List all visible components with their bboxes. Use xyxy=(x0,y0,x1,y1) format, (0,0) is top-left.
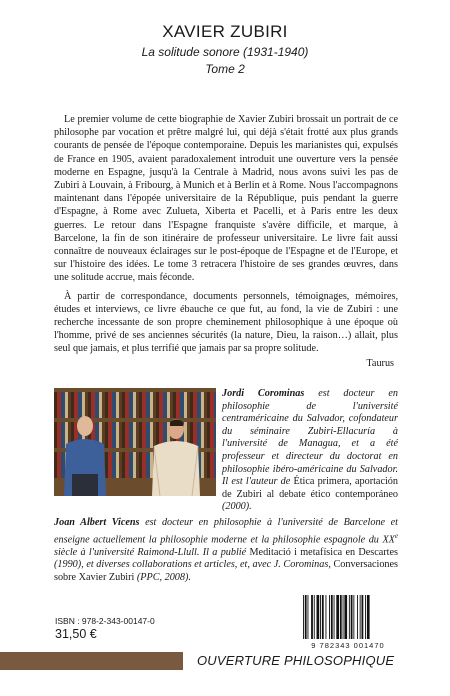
barcode-bar xyxy=(365,595,366,639)
barcode-bar xyxy=(344,595,347,639)
author-bio-corominas xyxy=(222,388,398,514)
volume-label: Tome 2 xyxy=(205,62,245,76)
barcode-bar xyxy=(362,595,364,639)
blurb-signature: Taurus xyxy=(366,358,394,369)
author-work-title: Conversaciones sobre Xavier Zubiri xyxy=(54,559,398,583)
barcode-bar xyxy=(340,595,342,639)
barcode-bar xyxy=(360,595,361,639)
authors-photo xyxy=(54,388,216,496)
author-name: Jordi Corominas xyxy=(222,388,305,399)
barcode-bar xyxy=(305,595,307,639)
barcode-bar xyxy=(308,595,309,639)
author-work-title: Meditació i metafísica en Descartes xyxy=(249,546,398,558)
person-left xyxy=(62,414,108,496)
price: 31,50 € xyxy=(55,627,97,641)
barcode-bar xyxy=(334,595,335,639)
footer-color-band xyxy=(0,652,183,670)
barcode-bar xyxy=(349,595,350,639)
century-superscript: e xyxy=(394,531,398,540)
barcode-number: 9 782343 001470 xyxy=(311,641,385,650)
header xyxy=(0,22,450,76)
barcode xyxy=(297,593,399,651)
blurb-paragraph-1: Le premier volume de cette biographie de Xavier Zubiri brossait un portrait de ce philosophe par vocation et prêtre malgré lui, qui déjà s'était frotté aux plus grands courants de pensée de l'époque contemporaine. Depuis les marianistes qui, expulsés de France en 1905, avaient paradoxalement introduit une ouverture vers la pensée moderne en Espagne, jusqu'à la Centrale à Madrid, nous avons suivi les pas de Zubiri à Louvain, à Fribourg, à Munich et à Berlin et à Rome. Nous l'accompagnons maintenant dans l'épopée universitaire de la République, puis pendant la guerre d'Espagne, à Rome avec Zulueta, Xiberta et Pacelli, et à Paris entre les deux guerres. Le retour dans l'Espagne franquiste s'avère difficile, et marque, à Barcelone, la fin de son itinéraire de professeur universitaire. Le livre fait aussi connaître de nouveaux éclairages sur le post-époque de l'Espagne et de l'Europe, et sur l'histoire des idées. Le tome 3 retracera l'histoire de ses grandes œuvres, dans une solitude accrue, mais féconde. xyxy=(54,114,398,284)
barcode-bar xyxy=(326,595,327,639)
barcode-bar xyxy=(351,595,353,639)
blurb xyxy=(54,113,398,356)
barcode-bar xyxy=(343,595,344,639)
book-title: XAVIER ZUBIRI xyxy=(162,22,288,41)
author-bio-text: (1990), et diverses collaborations et articles, et, avec J. Corominas, xyxy=(54,559,334,571)
author-bio-text: (PPC, 2008). xyxy=(134,571,191,583)
author-name: Joan Albert Vicens xyxy=(54,517,140,528)
barcode-bar xyxy=(331,595,333,639)
book-subtitle: La solitude sonore (1931-1940) xyxy=(141,45,309,59)
barcode-bars xyxy=(297,593,399,641)
barcode-bar xyxy=(367,595,370,639)
barcode-bar xyxy=(357,595,358,639)
barcode-bar xyxy=(303,595,304,639)
author-work-title: Ética primera, aportación de Zubiri al debate ético contemporáneo xyxy=(222,476,398,500)
author-bio-text: siècle à l'université Raimond-Llull. Il a publié xyxy=(54,546,250,558)
author-bio-text: est docteur en philosophie à l'université de Barcelone et enseigne actuellement la philosophie moderne et la philosophie espagnole du XX xyxy=(54,517,398,545)
barcode-bar xyxy=(320,595,321,639)
author-bio-vicens xyxy=(54,517,398,584)
barcode-bar xyxy=(314,595,315,639)
author-work-year: (2000). xyxy=(222,501,252,513)
author-bio-text: est docteur en philosophie de l'université centraméricaine du Salvador, cofondateur du séminaire Zubiri-Ellacuría à l'université de Managua, et a été professeur et directeur du doctorat en philosophie ibéro-américaine du Salvador. Il est l'auteur de xyxy=(222,388,398,488)
barcode-bar xyxy=(311,595,313,639)
blurb-paragraph-2: À partir de correspondance, documents personnels, témoignages, mémoires, études et interviews, ce livre ébauche ce que fut, au fond, la vie de Zubiri : une recherche incessante de son propre cheminement philosophique à une époque où l'homme, privé de ses anciennes sécurités (la nature, Dieu, la raison…) allait, plus seul que jamais, et plus terrifié que jamais par sa propre solitude. xyxy=(54,290,398,355)
isbn: ISBN : 978-2-343-00147-0 xyxy=(55,616,155,626)
person-right xyxy=(150,418,202,496)
collection-name: OUVERTURE PHILOSOPHIQUE xyxy=(197,653,395,668)
barcode-bar xyxy=(353,595,354,639)
barcode-bar xyxy=(322,595,324,639)
barcode-bar xyxy=(317,595,320,639)
barcode-bar xyxy=(336,595,339,639)
barcode-bar xyxy=(329,595,330,639)
